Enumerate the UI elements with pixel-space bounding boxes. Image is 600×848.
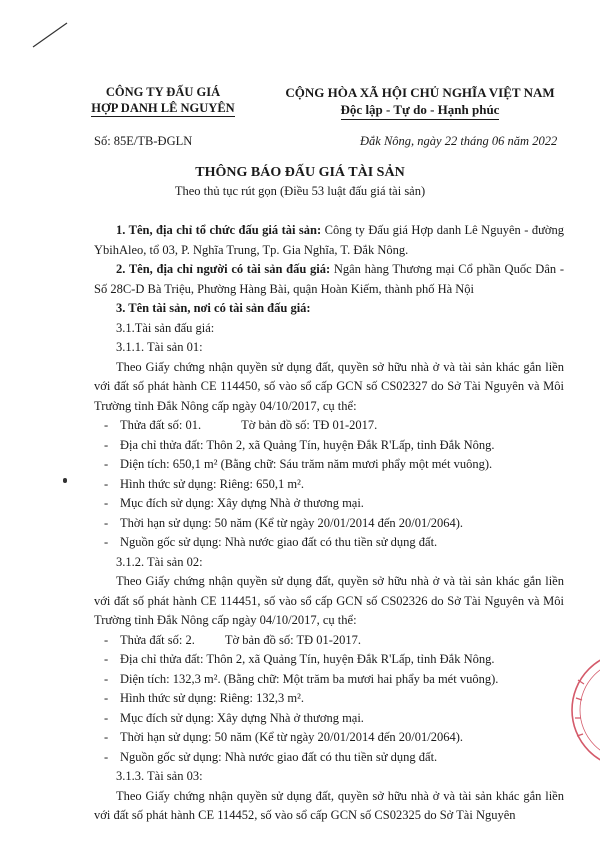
list-item: - Thửa đất số: 2. Tờ bản đồ số: TĐ 01-2017. [104, 632, 362, 647]
asset-2-origin: Nguồn gốc sử dụng: Nhà nước giao đất có thu tiền sử dụng đất. [120, 749, 438, 764]
asset-1-purpose: Mục đích sử dụng: Xây dựng Nhà ở thương mại. [120, 496, 364, 510]
asset-2-term: Thời hạn sử dụng: 50 năm (Kể từ ngày 20/01/2014 đến 20/01/2064). [120, 730, 464, 744]
org-name-line2: HỢP DANH LÊ NGUYÊN [91, 101, 235, 115]
pen-stroke-mark [30, 20, 70, 50]
ink-dot [63, 478, 67, 483]
list-item: - Thời hạn sử dụng: 50 năm (Kể từ ngày 20/01/2014 đến 20/01/2064). [94, 514, 564, 534]
page-title: THÔNG BÁO ĐẤU GIÁ TÀI SẢN [195, 165, 405, 180]
national-header [255, 84, 585, 120]
document-number: Số: 85E/TB-ĐGLN [94, 134, 193, 148]
red-stamp-edge [568, 640, 600, 780]
asset-3-heading: 3.1.3. Tài sản 03: [116, 769, 203, 783]
list-item: - Mục đích sử dụng: Xây dựng Nhà ở thương mại. [94, 494, 564, 514]
asset-2-usage-form: Hình thức sử dụng: Riêng: 132,3 m². [120, 691, 304, 705]
section-2-text: Ngân hàng Thương mại Cổ phần Quốc Dân - Số 28C-D Bà Triệu, Phường Hàng Bài, quận Hoàn Kiếm, thành phố Hà Nội [94, 262, 564, 296]
asset-2-area: Diện tích: 132,3 m². (Bằng chữ: Một trăm ba mươi hai phẩy ba mét vuông). [120, 671, 499, 686]
asset-2-map: Tờ bản đồ số: TĐ 01-2017. [224, 632, 362, 647]
list-item: - Hình thức sử dụng: Riêng: 650,1 m². [94, 475, 564, 495]
asset-2-address: Địa chỉ thửa đất: Thôn 2, xã Quảng Tín, huyện Đắk R'Lấp, tỉnh Đắk Nông. [120, 652, 495, 666]
list-item: - Diện tích: 132,3 m². (Bằng chữ: Một trăm ba mươi hai phẩy ba mét vuông). [94, 670, 564, 690]
asset-1-map: Tờ bản đồ số: TĐ 01-2017. [241, 418, 378, 432]
subsection-3-1: 3.1.Tài sản đấu giá: [116, 320, 215, 335]
page-subtitle: Theo thủ tục rút gọn (Điều 53 luật đấu giá tài sản) [174, 184, 426, 198]
asset-3-intro: Theo Giấy chứng nhận quyền sử dụng đất, quyền sở hữu nhà ở và tài sản khác gắn liền với đất số phát hành CE 114452, số vào sổ cấp GCN số CS02325 do Sở Tài Nguyên [94, 788, 564, 822]
section-2 [94, 260, 564, 299]
document-date: Đắk Nông, ngày 22 tháng 06 năm 2022 [360, 134, 558, 148]
section-1 [94, 221, 564, 260]
national-motto: Độc lập - Tự do - Hạnh phúc [341, 101, 500, 120]
asset-2-parcel: Thửa đất số: 2. [120, 632, 195, 647]
list-item: - Thửa đất số: 01. Tờ bản đồ số: TĐ 01-2017. [104, 418, 378, 432]
organization-header [68, 84, 258, 117]
asset-2-intro: Theo Giấy chứng nhận quyền sử dụng đất, quyền sở hữu nhà ở và tài sản khác gắn liền với đất số phát hành CE 114451, số vào sổ cấp GCN số CS02326 do Sở Tài Nguyên và Môi Trường tỉnh Đắk Nông cấp ngày 04/10/2017, cụ thể: [94, 574, 564, 627]
asset-2-purpose: Mục đích sử dụng: Xây dựng Nhà ở thương mại. [120, 710, 364, 725]
asset-1-intro: Theo Giấy chứng nhận quyền sử dụng đất, quyền sở hữu nhà ở và tài sản khác gắn liền với đất số phát hành CE 114450, số vào sổ cấp GCN số CS02327 do Sở Tài Nguyên và Môi Trường tỉnh Đắk Nông cấp ngày 04/10/2017, cụ thể: [94, 359, 564, 413]
asset-1-area: Diện tích: 650,1 m² (Bằng chữ: Sáu trăm năm mươi phẩy một mét vuông). [120, 457, 493, 471]
document-body [94, 221, 564, 826]
section-1-text: Công ty Đấu giá Hợp danh Lê Nguyên - đường YbihAleo, tổ 03, P. Nghĩa Trung, Tp. Gia Nghĩa, T. Đắk Nông. [94, 223, 564, 257]
list-item: - Nguồn gốc sử dụng: Nhà nước giao đất có thu tiền sử dụng đất. [94, 748, 564, 768]
asset-1-heading: 3.1.1. Tài sản 01: [116, 340, 203, 354]
list-item: - Thời hạn sử dụng: 50 năm (Kể từ ngày 20/01/2014 đến 20/01/2064). [94, 728, 564, 748]
asset-1-origin: Nguồn gốc sử dụng: Nhà nước giao đất có thu tiền sử dụng đất. [120, 535, 438, 549]
list-item: - Địa chỉ thửa đất: Thôn 2, xã Quảng Tín, huyện Đắk R'Lấp, tỉnh Đắk Nông. [94, 436, 564, 456]
org-name-line1: CÔNG TY ĐẤU GIÁ [105, 85, 221, 99]
asset-1-usage-form: Hình thức sử dụng: Riêng: 650,1 m². [120, 476, 304, 491]
list-item: - Nguồn gốc sử dụng: Nhà nước giao đất có thu tiền sử dụng đất. [94, 533, 564, 553]
list-item: - Mục đích sử dụng: Xây dựng Nhà ở thương mại. [94, 709, 564, 729]
section-3-heading: 3. Tên tài sản, nơi có tài sản đấu giá: [116, 301, 311, 315]
list-item: - Địa chỉ thửa đất: Thôn 2, xã Quảng Tín, huyện Đắk R'Lấp, tỉnh Đắk Nông. [94, 650, 564, 670]
asset-1-parcel: Thửa đất số: 01. [120, 418, 202, 432]
section-2-label: 2. Tên, địa chỉ người có tài sản đấu giá: [116, 262, 331, 276]
asset-1-address: Địa chỉ thửa đất: Thôn 2, xã Quảng Tín, huyện Đắk R'Lấp, tỉnh Đắk Nông. [120, 437, 495, 452]
national-title: CỘNG HÒA XÃ HỘI CHỦ NGHĨA VIỆT NAM [285, 85, 555, 100]
list-item: - Hình thức sử dụng: Riêng: 132,3 m². [94, 689, 564, 709]
asset-1-term: Thời hạn sử dụng: 50 năm (Kể từ ngày 20/01/2014 đến 20/01/2064). [120, 515, 464, 530]
list-item: - Diện tích: 650,1 m² (Bằng chữ: Sáu trăm năm mươi phẩy một mét vuông). [94, 455, 564, 475]
section-1-label: 1. Tên, địa chỉ tổ chức đấu giá tài sản: [116, 223, 322, 237]
asset-2-heading: 3.1.2. Tài sản 02: [116, 554, 203, 569]
